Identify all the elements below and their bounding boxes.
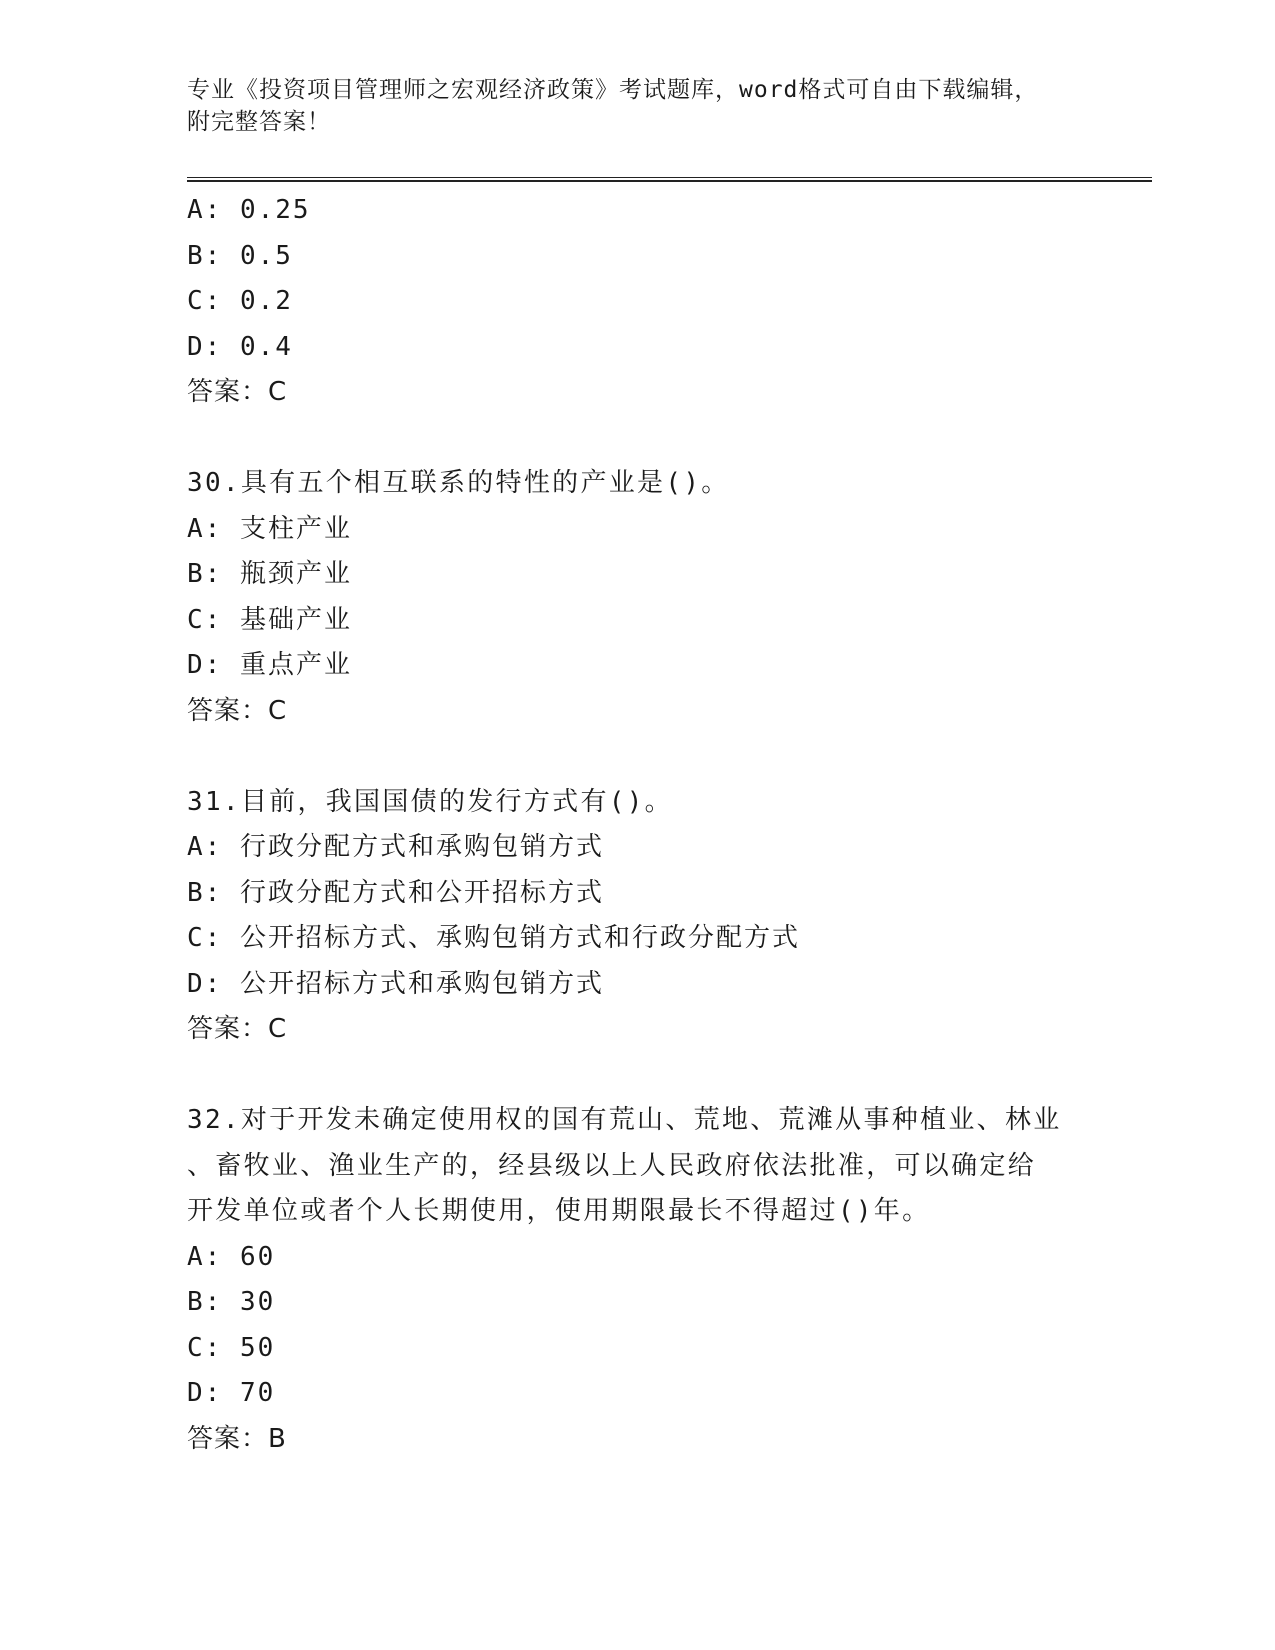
header-line-2: 附完整答案！ <box>187 109 331 135</box>
question-stem-line-2: 、畜牧业、渔业生产的，经县级以上人民政府依法批准，可以确定给 <box>187 1150 1037 1181</box>
document-header <box>187 74 1067 138</box>
option-c: C: 50 <box>187 1332 276 1363</box>
option-d: D: 重点产业 <box>187 650 352 680</box>
header-line-1: 专业《投资项目管理师之宏观经济政策》考试题库，word格式可自由下载编辑， <box>187 77 1039 103</box>
answer-line: 答案：C <box>187 1014 288 1044</box>
option-b: B: 行政分配方式和公开招标方式 <box>187 877 604 908</box>
option-a: A: 60 <box>187 1241 276 1272</box>
option-c: C: 基础产业 <box>187 604 352 635</box>
question-stem: 31.目前，我国国债的发行方式有()。 <box>187 786 673 817</box>
option-c: C: 0.2 <box>187 286 293 316</box>
question-29-block <box>187 188 1127 416</box>
option-c: C: 公开招标方式、承购包销方式和行政分配方式 <box>187 923 800 953</box>
answer-line: 答案：C <box>187 695 288 726</box>
header-divider <box>187 177 1152 182</box>
option-a: A: 行政分配方式和承购包销方式 <box>187 832 604 862</box>
option-a: A: 0.25 <box>187 195 311 225</box>
question-stem-line-3: 开发单位或者个人长期使用，使用期限最长不得超过()年。 <box>187 1196 931 1226</box>
question-31-block <box>187 780 1127 1053</box>
document-page <box>187 0 1147 1650</box>
question-30-block <box>187 461 1127 734</box>
spacer <box>187 1053 1127 1099</box>
question-32-block <box>187 1098 1127 1462</box>
question-stem: 30.具有五个相互联系的特性的产业是()。 <box>187 468 730 498</box>
answer-line: 答案：B <box>187 1423 287 1454</box>
question-stem-line-1: 32.对于开发未确定使用权的国有荒山、荒地、荒滩从事种植业、林业 <box>187 1105 1062 1135</box>
option-d: D: 70 <box>187 1378 276 1408</box>
option-a: A: 支柱产业 <box>187 513 352 544</box>
option-b: B: 瓶颈产业 <box>187 559 352 589</box>
spacer <box>187 416 1127 462</box>
question-list <box>187 188 1127 1462</box>
option-b: B: 0.5 <box>187 240 293 271</box>
option-d: D: 0.4 <box>187 331 293 362</box>
option-b: B: 30 <box>187 1287 276 1317</box>
option-d: D: 公开招标方式和承购包销方式 <box>187 968 604 999</box>
answer-line: 答案：C <box>187 377 288 407</box>
spacer <box>187 734 1127 780</box>
